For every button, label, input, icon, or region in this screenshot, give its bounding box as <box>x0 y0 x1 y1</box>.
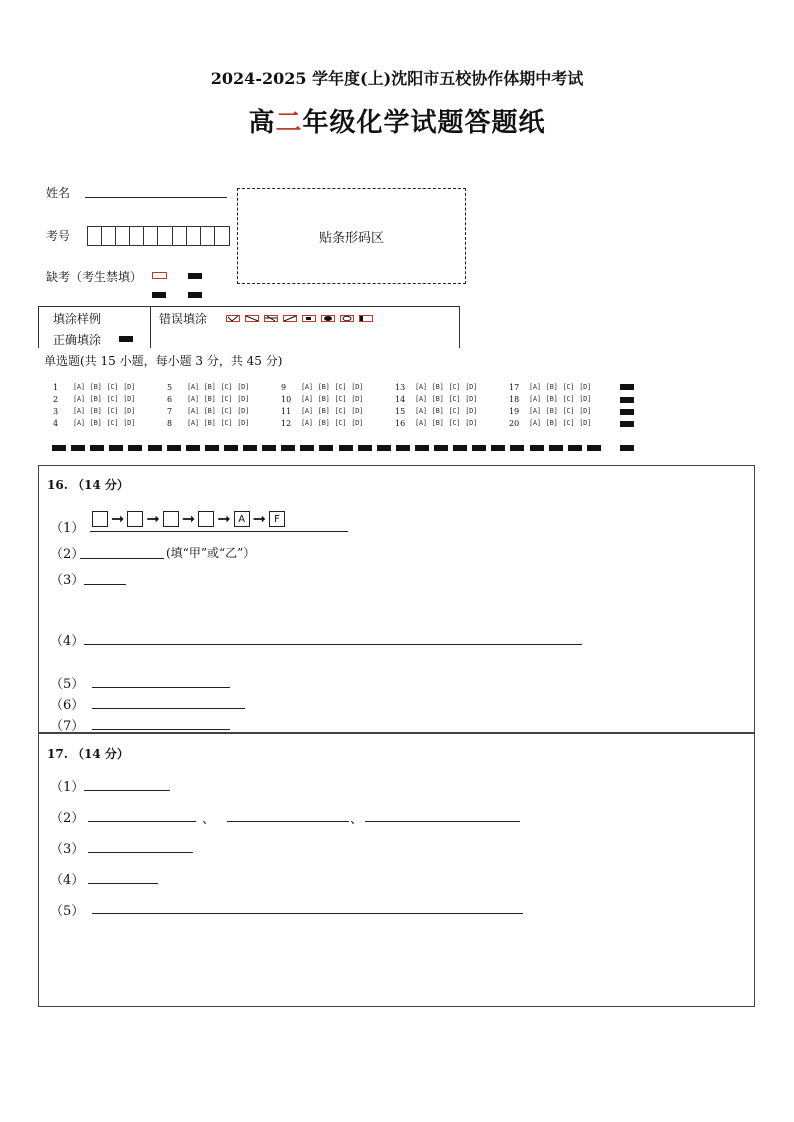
q17-part2-field-c[interactable] <box>365 808 520 822</box>
choice-row <box>509 381 596 393</box>
timing-mark <box>396 445 410 451</box>
timing-mark <box>568 445 582 451</box>
barcode-label: 贴条形码区 <box>318 230 384 246</box>
choice-row <box>281 381 368 393</box>
question-number: 5 <box>167 382 173 392</box>
single-choice-heading: 单选题(共 15 小题，每小题 3 分，共 45 分) <box>44 354 283 368</box>
choice-option-bubble[interactable]: [C] <box>334 395 347 403</box>
q16-part2-field[interactable] <box>80 545 164 559</box>
q17-part2-field-a[interactable] <box>88 808 196 822</box>
choice-option-bubble[interactable]: [C] <box>448 407 461 415</box>
choice-option-bubble[interactable]: [B] <box>545 383 558 391</box>
name-label: 姓名 <box>46 186 71 200</box>
choice-option-bubble[interactable]: [B] <box>203 419 216 427</box>
q16-part4-field[interactable] <box>84 631 582 645</box>
choice-option-bubble[interactable]: [D] <box>237 419 249 427</box>
choice-option-bubble[interactable]: [A] <box>529 419 541 427</box>
question-number: 8 <box>167 418 173 428</box>
timing-mark <box>549 445 563 451</box>
wrong-fill-half <box>359 315 373 322</box>
choice-option-bubble[interactable]: [A] <box>415 407 427 415</box>
q17-part5-field[interactable] <box>92 900 523 914</box>
q16-part6-field[interactable] <box>92 695 245 709</box>
timing-mark-row <box>52 445 636 452</box>
timing-mark <box>472 445 486 451</box>
choice-option-bubble[interactable]: [B] <box>203 395 216 403</box>
arrow-icon: ➞ <box>111 509 125 528</box>
absent-checkbox[interactable] <box>152 272 167 279</box>
choice-row <box>395 417 482 429</box>
choice-option-bubble[interactable]: [A] <box>415 383 427 391</box>
choice-row <box>395 393 482 405</box>
title-grade: 二 <box>275 108 303 138</box>
choice-option-bubble[interactable]: [C] <box>106 395 119 403</box>
title-pre: 高 <box>248 108 276 138</box>
correct-fill-sample <box>119 336 133 342</box>
choice-option-bubble[interactable]: [A] <box>73 407 85 415</box>
choice-option-bubble[interactable]: [B] <box>203 407 216 415</box>
wrong-fill-check <box>226 315 240 322</box>
title-post: 年级化学试题答题纸 <box>302 108 546 138</box>
wrong-fill-partial <box>321 315 335 322</box>
q16-part7-field[interactable] <box>92 716 230 730</box>
q17-part3-field[interactable] <box>88 839 193 853</box>
flow-blank-box[interactable] <box>163 511 179 527</box>
q17-part1-field[interactable] <box>84 777 170 791</box>
choice-option-bubble[interactable]: [A] <box>301 419 313 427</box>
timing-mark <box>90 445 104 451</box>
choice-option-bubble[interactable]: [B] <box>89 383 102 391</box>
choice-option-bubble[interactable]: [A] <box>73 383 85 391</box>
question-number: 14 <box>395 394 406 404</box>
arrow-icon: ➞ <box>146 509 160 528</box>
q17-part2-field-b[interactable] <box>227 808 349 822</box>
wrong-fill-slash <box>245 315 259 322</box>
choice-option-bubble[interactable]: [C] <box>220 383 233 391</box>
arrow-icon: ➞ <box>181 509 196 528</box>
choice-option-bubble[interactable]: [B] <box>203 383 216 391</box>
question-number: 16 <box>395 418 406 428</box>
q16-part2-label: （2） <box>50 547 85 562</box>
choice-option-bubble[interactable]: [B] <box>89 419 102 427</box>
question-number: 4 <box>53 418 59 428</box>
question-number: 2 <box>53 394 59 404</box>
choice-option-bubble[interactable]: [A] <box>301 395 313 403</box>
q17-part1-label: （1） <box>50 780 85 795</box>
choice-option-bubble[interactable]: [B] <box>545 407 558 415</box>
choice-option-bubble[interactable]: [D] <box>237 407 249 415</box>
choice-row <box>395 405 482 417</box>
choice-option-bubble[interactable]: [C] <box>334 419 347 427</box>
choice-option-bubble[interactable]: [A] <box>187 407 199 415</box>
choice-option-bubble[interactable]: [C] <box>562 383 575 391</box>
name-field[interactable] <box>85 184 227 198</box>
question-number: 19 <box>509 406 520 416</box>
choice-option-bubble[interactable]: [D] <box>123 407 135 415</box>
question-number: 11 <box>281 406 292 416</box>
choice-option-bubble[interactable]: [C] <box>562 419 575 427</box>
timing-mark <box>620 384 634 390</box>
choice-option-bubble[interactable]: [B] <box>431 407 444 415</box>
choice-option-bubble[interactable]: [B] <box>545 395 558 403</box>
choice-option-bubble[interactable]: [D] <box>579 395 591 403</box>
q16-part4-label: （4） <box>50 634 85 649</box>
timing-mark <box>152 292 166 298</box>
question-number: 7 <box>167 406 173 416</box>
q17-part2-sep1: 、 <box>202 812 216 827</box>
timing-mark <box>620 421 634 427</box>
choice-option-bubble[interactable]: [D] <box>351 407 363 415</box>
choice-option-bubble[interactable]: [D] <box>123 419 135 427</box>
timing-mark <box>620 397 634 403</box>
q17-part4-field[interactable] <box>88 870 158 884</box>
fill-example-divider <box>150 306 151 348</box>
wrong-fill-samples <box>226 315 373 322</box>
choice-option-bubble[interactable]: [A] <box>73 395 85 403</box>
q17-part2-label: （2） <box>50 811 85 826</box>
choice-option-bubble[interactable]: [B] <box>317 383 330 391</box>
timing-mark <box>377 445 391 451</box>
choice-row <box>167 381 254 393</box>
choice-option-bubble[interactable]: [C] <box>448 395 461 403</box>
choice-option-bubble[interactable]: [C] <box>562 407 575 415</box>
choice-option-bubble[interactable]: [A] <box>187 395 199 403</box>
q17-part5-label: （5） <box>50 904 85 919</box>
choice-option-bubble[interactable]: [C] <box>334 407 347 415</box>
timing-mark <box>224 445 238 451</box>
flow-blank-box[interactable] <box>92 511 108 527</box>
q16-part1-label: （1） <box>50 521 85 536</box>
q16-part6-label: （6） <box>50 698 85 713</box>
exam-id-label: 考号 <box>46 229 71 243</box>
choice-option-bubble[interactable]: [B] <box>431 419 444 427</box>
choice-option-bubble[interactable]: [B] <box>89 395 102 403</box>
choice-row <box>509 393 596 405</box>
timing-mark <box>415 445 429 451</box>
wrong-fill-cross <box>283 315 297 322</box>
choice-option-bubble[interactable]: [C] <box>334 383 347 391</box>
timing-mark <box>510 445 524 451</box>
choice-option-bubble[interactable]: [D] <box>237 395 249 403</box>
question-number: 18 <box>509 394 520 404</box>
timing-mark <box>205 445 219 451</box>
question-number: 20 <box>509 418 520 428</box>
choice-row <box>395 381 482 393</box>
choice-option-bubble[interactable]: [A] <box>415 419 427 427</box>
q17-part3-label: （3） <box>50 842 85 857</box>
wrong-fill-label: 错误填涂 <box>159 312 208 326</box>
choice-option-bubble[interactable]: [B] <box>89 407 102 415</box>
choice-option-bubble[interactable]: [B] <box>545 419 558 427</box>
timing-mark <box>281 445 295 451</box>
choice-row <box>281 393 368 405</box>
timing-mark <box>620 409 634 415</box>
choice-option-bubble[interactable]: [A] <box>73 419 85 427</box>
q16-part7-label: （7） <box>50 719 85 734</box>
timing-mark <box>52 445 66 451</box>
correct-fill-label: 正确填涂 <box>53 333 102 347</box>
choice-option-bubble[interactable]: [C] <box>562 395 575 403</box>
timing-mark <box>71 445 85 451</box>
choice-option-bubble[interactable]: [A] <box>187 383 199 391</box>
absent-label: 缺考（考生禁填） <box>46 270 143 284</box>
question-number: 9 <box>281 382 287 392</box>
choice-option-bubble[interactable]: [B] <box>317 395 330 403</box>
choice-row <box>167 405 254 417</box>
timing-mark <box>109 445 123 451</box>
q16-part3-field[interactable] <box>84 571 126 585</box>
timing-mark <box>243 445 257 451</box>
choice-option-bubble[interactable]: [C] <box>106 383 119 391</box>
choice-option-bubble[interactable]: [C] <box>448 383 461 391</box>
timing-mark <box>358 445 372 451</box>
choice-option-bubble[interactable]: [D] <box>351 419 363 427</box>
choice-option-bubble[interactable]: [B] <box>317 407 330 415</box>
choice-row <box>167 393 254 405</box>
choice-row <box>53 381 140 393</box>
choice-grid <box>53 381 613 433</box>
question-number: 13 <box>395 382 406 392</box>
choice-option-bubble[interactable]: [D] <box>351 395 363 403</box>
q16-part5-label: （5） <box>50 677 85 692</box>
choice-option-bubble[interactable]: [C] <box>220 419 233 427</box>
choice-option-bubble[interactable]: [D] <box>465 383 477 391</box>
exam-title <box>0 102 794 139</box>
question-number: 17 <box>509 382 520 392</box>
question-number: 10 <box>281 394 292 404</box>
choice-row <box>167 417 254 429</box>
choice-option-bubble[interactable]: [A] <box>529 395 541 403</box>
choice-option-bubble[interactable]: [D] <box>579 419 591 427</box>
arrow-icon: ➞ <box>252 509 267 528</box>
choice-row <box>509 417 596 429</box>
timing-mark <box>620 445 634 451</box>
choice-option-bubble[interactable]: [D] <box>465 407 477 415</box>
wrong-fill-backslash <box>264 315 278 322</box>
choice-option-bubble[interactable]: [C] <box>220 395 233 403</box>
q16-part2-hint: (填“甲”或“乙”） <box>166 546 256 560</box>
choice-row <box>281 417 368 429</box>
choice-row <box>53 417 140 429</box>
timing-mark <box>491 445 505 451</box>
timing-mark <box>339 445 353 451</box>
choice-row <box>53 393 140 405</box>
wrong-fill-dot <box>302 315 316 322</box>
fill-example-label: 填涂样例 <box>53 312 102 326</box>
timing-mark <box>148 445 162 451</box>
timing-mark <box>319 445 333 451</box>
choice-option-bubble[interactable]: [D] <box>465 419 477 427</box>
choice-option-bubble[interactable]: [C] <box>220 407 233 415</box>
exam-subtitle: 2024-2025 学年度(上)沈阳市五校协作体期中考试 <box>210 69 584 88</box>
choice-option-bubble[interactable]: [D] <box>465 395 477 403</box>
arrow-icon: ➞ <box>217 509 231 528</box>
choice-row <box>509 405 596 417</box>
q16-part1-underline <box>90 531 348 532</box>
timing-mark <box>188 292 202 298</box>
q17-part2-sep2: 、 <box>350 812 364 827</box>
timing-mark <box>188 273 202 279</box>
timing-mark <box>530 445 544 451</box>
timing-mark <box>262 445 276 451</box>
choice-option-bubble[interactable]: [C] <box>448 419 461 427</box>
q16-heading: 16. （14 分） <box>47 478 129 492</box>
question-number: 6 <box>167 394 173 404</box>
flow-box-f: F <box>269 511 285 527</box>
timing-mark <box>587 445 601 451</box>
choice-option-bubble[interactable]: [B] <box>317 419 330 427</box>
question-number: 15 <box>395 406 406 416</box>
choice-option-bubble[interactable]: [C] <box>106 419 119 427</box>
timing-mark <box>128 445 142 451</box>
flow-box-a: A <box>234 511 250 527</box>
choice-option-bubble[interactable]: [D] <box>237 383 249 391</box>
q16-answer-area <box>38 465 755 733</box>
choice-option-bubble[interactable]: [A] <box>415 395 427 403</box>
choice-option-bubble[interactable]: [D] <box>579 407 591 415</box>
choice-option-bubble[interactable]: [B] <box>431 395 444 403</box>
choice-option-bubble[interactable]: [A] <box>529 407 541 415</box>
choice-option-bubble[interactable]: [D] <box>123 395 135 403</box>
flow-blank-box[interactable] <box>198 511 214 527</box>
q17-part4-label: （4） <box>50 873 85 888</box>
question-number: 12 <box>281 418 292 428</box>
fill-example-box <box>38 306 460 348</box>
choice-option-bubble[interactable]: [A] <box>301 407 313 415</box>
question-number: 1 <box>53 382 59 392</box>
exam-id-boxes[interactable] <box>87 226 230 246</box>
timing-mark <box>453 445 467 451</box>
timing-mark <box>434 445 448 451</box>
question-number: 3 <box>53 406 59 416</box>
choice-option-bubble[interactable]: [D] <box>123 383 135 391</box>
flow-blank-box[interactable] <box>127 511 143 527</box>
q16-part3-label: （3） <box>50 573 85 588</box>
choice-option-bubble[interactable]: [C] <box>106 407 119 415</box>
choice-row <box>281 405 368 417</box>
wrong-fill-circle <box>340 315 354 322</box>
q16-part5-field[interactable] <box>92 674 230 688</box>
q16-flow-sequence <box>92 511 285 527</box>
choice-option-bubble[interactable]: [A] <box>301 383 313 391</box>
q17-heading: 17. （14 分） <box>47 747 129 761</box>
choice-option-bubble[interactable]: [B] <box>431 383 444 391</box>
timing-mark <box>167 445 181 451</box>
choice-row <box>53 405 140 417</box>
choice-option-bubble[interactable]: [D] <box>579 383 591 391</box>
timing-mark <box>300 445 314 451</box>
timing-mark <box>186 445 200 451</box>
barcode-area <box>237 188 466 284</box>
choice-option-bubble[interactable]: [A] <box>529 383 541 391</box>
choice-option-bubble[interactable]: [D] <box>351 383 363 391</box>
choice-option-bubble[interactable]: [A] <box>187 419 199 427</box>
